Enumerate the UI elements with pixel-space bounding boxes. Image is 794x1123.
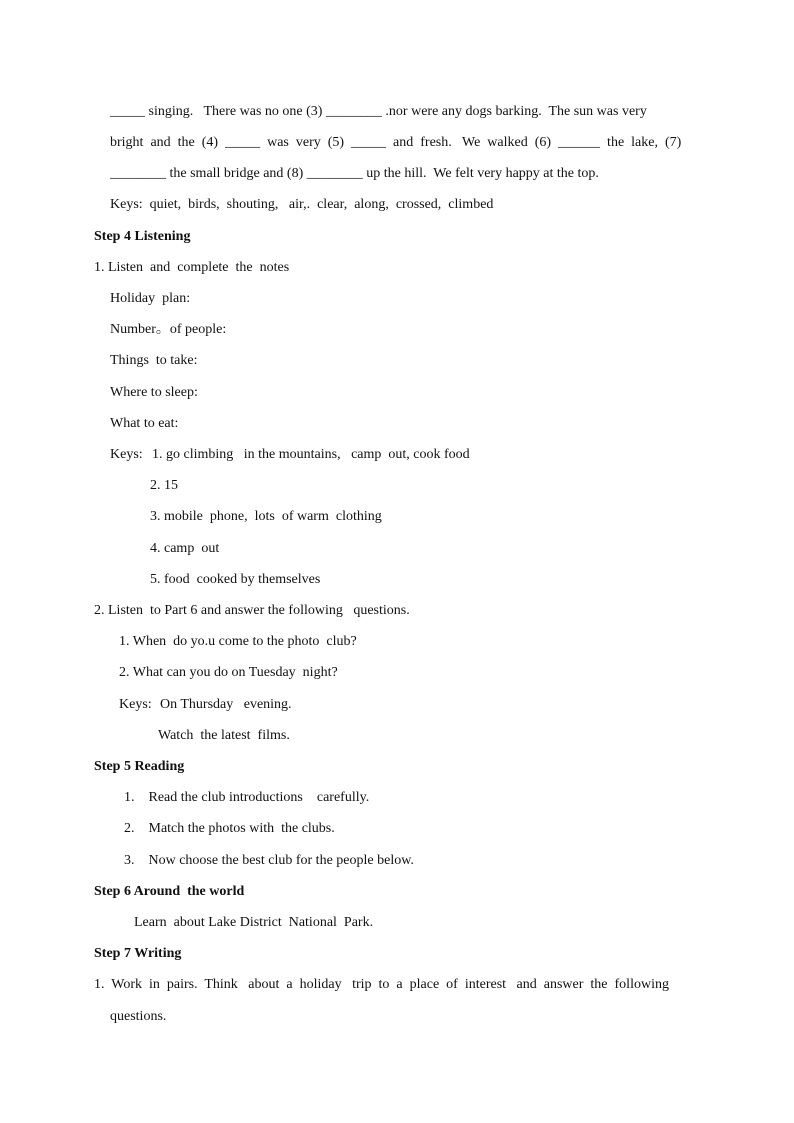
step4-key-3: 3. mobile phone, lots of warm clothing xyxy=(150,509,382,524)
answer-1: On Thursday evening. xyxy=(160,697,292,712)
step7-heading: Step 7 Writing xyxy=(94,946,182,961)
paragraph-line-3: ________ the small bridge and (8) ________ up the hill. We felt very happy at the top. xyxy=(110,166,599,181)
step4-task2: 2. Listen to Part 6 and answer the following questions. xyxy=(94,603,410,618)
note-things-to-take: Things to take: xyxy=(110,353,198,368)
step6-text: Learn about Lake District National Park. xyxy=(134,915,374,930)
answer-2: Watch the latest films. xyxy=(158,728,290,743)
step4-heading: Step 4 Listening xyxy=(94,229,191,244)
note-what-to-eat: What to eat: xyxy=(110,416,179,431)
step5-item-1: 1. Read the club introductions carefully. xyxy=(124,790,370,805)
note-holiday-plan: Holiday plan: xyxy=(110,291,191,306)
step5-item-3: 3. Now choose the best club for the people below. xyxy=(124,853,414,868)
step5-heading: Step 5 Reading xyxy=(94,759,185,774)
step7-line-2: questions. xyxy=(110,1009,167,1024)
paragraph-line-2: bright and the (4) _____ was very (5) _____ and fresh. We walked (6) ______ the lake, (7) xyxy=(110,135,682,150)
step4-key-1: 1. go climbing in the mountains, camp out, cook food xyxy=(152,447,470,462)
question-2: 2. What can you do on Tuesday night? xyxy=(119,665,338,680)
note-number-of-people: Number。of people: xyxy=(110,322,227,337)
answers-keys-label: Keys: xyxy=(119,697,152,712)
paragraph-keys: Keys: quiet, birds, shouting, air,. clear, along, crossed, climbed xyxy=(110,197,494,212)
paragraph-line-1: _____ singing. There was no one (3) ________ .nor were any dogs barking. The sun was very xyxy=(110,104,647,119)
question-1: 1. When do yo.u come to the photo club? xyxy=(119,634,357,649)
step4-key-4: 4. camp out xyxy=(150,541,220,556)
note-where-to-sleep: Where to sleep: xyxy=(110,385,198,400)
step5-item-2: 2. Match the photos with the clubs. xyxy=(124,821,335,836)
step4-task1: 1. Listen and complete the notes xyxy=(94,260,290,275)
step4-keys-label: Keys: xyxy=(110,447,143,462)
step6-heading: Step 6 Around the world xyxy=(94,884,245,899)
step4-key-5: 5. food cooked by themselves xyxy=(150,572,321,587)
step4-key-2: 2. 15 xyxy=(150,478,178,493)
step7-line-1: 1. Work in pairs. Think about a holiday trip to a place of interest and answer the following xyxy=(94,977,669,992)
